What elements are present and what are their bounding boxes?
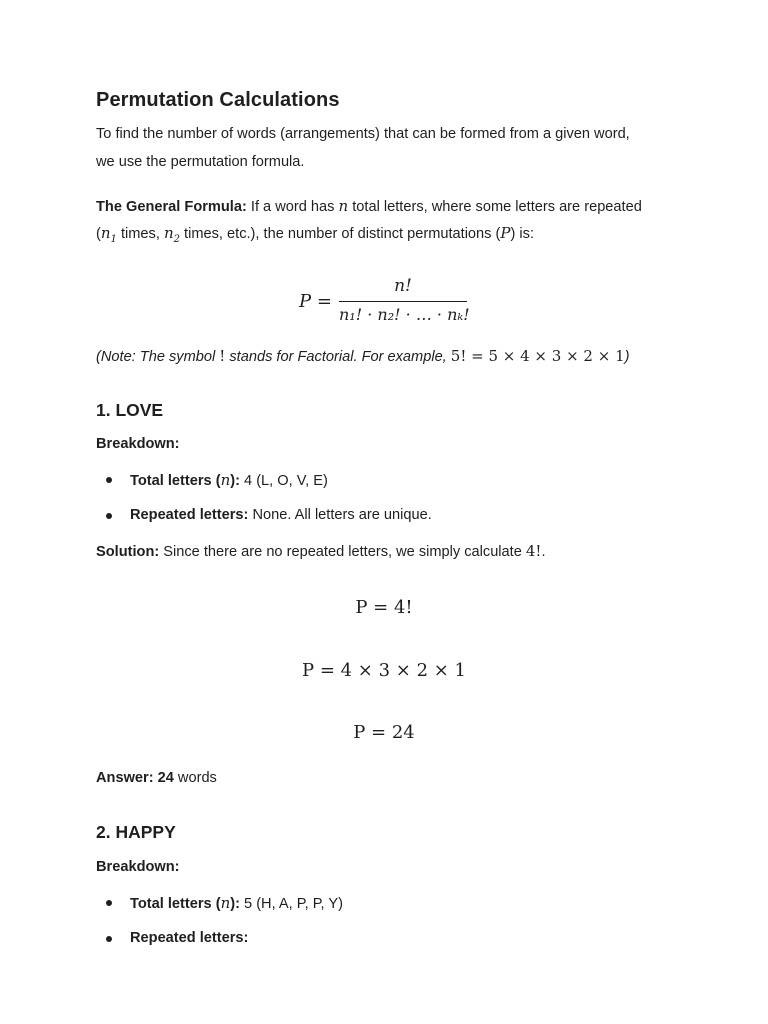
list-item: [130, 471, 328, 491]
bullet-label: Repeated letters:: [130, 507, 249, 523]
var-n2: [163, 224, 180, 245]
solution-math: 4!: [525, 542, 542, 560]
section-heading-happy: 2. HAPPY: [96, 822, 176, 842]
general-formula-equation: [96, 276, 672, 328]
answer-label: Answer:: [96, 770, 154, 786]
note-text-a: (Note: The symbol: [96, 349, 220, 365]
note-example: 5! = 5 × 4 × 3 × 2 × 1: [450, 347, 625, 365]
formula-numerator: n!: [394, 276, 412, 296]
var-n2-base: n: [163, 224, 174, 242]
formula-denominator: n₁! · n₂! · … · nₖ!: [339, 305, 470, 324]
document-page: [96, 0, 676, 1024]
general-text-d: times, etc.), the number of distinct permutations (: [180, 226, 501, 242]
bullet-label-end: ):: [230, 896, 240, 912]
bullet-dot: [106, 477, 112, 483]
bullet-dot: [106, 513, 112, 519]
var-n1-base: n: [100, 224, 111, 242]
formula-lhs: [299, 291, 332, 312]
answer-value: 24: [153, 770, 174, 786]
var-n1: [100, 224, 117, 245]
bullet-label: Total letters (: [130, 896, 221, 912]
answer-unit: words: [173, 770, 217, 786]
fraction-bar: [339, 301, 467, 302]
solution-end: .: [541, 544, 546, 560]
bullet-label: Total letters (: [130, 473, 221, 489]
breakdown-label: Breakdown:: [96, 436, 180, 452]
general-text-e: ) is:: [510, 226, 534, 242]
solution-paragraph: [96, 542, 546, 562]
section-heading-love: 1. LOVE: [96, 400, 164, 420]
general-formula-paragraph-line-1: [96, 197, 642, 217]
solution-text: Since there are no repeated letters, we simply calculate: [159, 544, 526, 560]
bullet-label-end: ):: [230, 473, 240, 489]
var-n: n: [220, 894, 231, 912]
bullet-dot: [106, 936, 112, 942]
factorial-note: [96, 347, 629, 367]
var-n: n: [220, 471, 231, 489]
general-open-paren: (: [96, 226, 101, 242]
list-item: [130, 930, 248, 948]
var-n2-subscript: 2: [173, 234, 180, 245]
answer-line: [96, 770, 217, 788]
list-item: [130, 507, 432, 525]
formula-lhs-text: P =: [299, 291, 332, 312]
equation-1: P = 4!: [355, 597, 413, 618]
equation-2: P = 4 × 3 × 2 × 1: [301, 660, 467, 681]
general-text-b: total letters, where some letters are repeated: [348, 199, 642, 215]
page-title: Permutation Calculations: [96, 89, 340, 111]
general-text-a: If a word has: [246, 199, 339, 215]
intro-line-2: we use the permutation formula.: [96, 154, 305, 170]
note-text-b: stands for Factorial. For example,: [225, 349, 451, 365]
general-text-c: times,: [116, 226, 164, 242]
list-item: [130, 894, 343, 914]
var-P: P: [500, 224, 511, 242]
solution-label: Solution:: [96, 544, 160, 560]
note-symbol: !: [219, 347, 226, 365]
general-formula-paragraph-line-2: [96, 224, 534, 246]
breakdown-label: Breakdown:: [96, 859, 180, 875]
var-n1-subscript: 1: [110, 234, 117, 245]
equation-3: P = 24: [353, 722, 415, 743]
bullet-value: None. All letters are unique.: [248, 507, 432, 523]
bullet-label: Repeated letters:: [130, 930, 249, 946]
general-formula-label: The General Formula:: [96, 199, 247, 215]
bullet-value: 5 (H, A, P, P, Y): [239, 896, 343, 912]
var-n: n: [338, 197, 349, 215]
note-text-c: ): [624, 349, 630, 365]
bullet-value: 4 (L, O, V, E): [239, 473, 328, 489]
bullet-dot: [106, 900, 112, 906]
intro-line-1: To find the number of words (arrangements) that can be formed from a given word,: [96, 126, 630, 142]
